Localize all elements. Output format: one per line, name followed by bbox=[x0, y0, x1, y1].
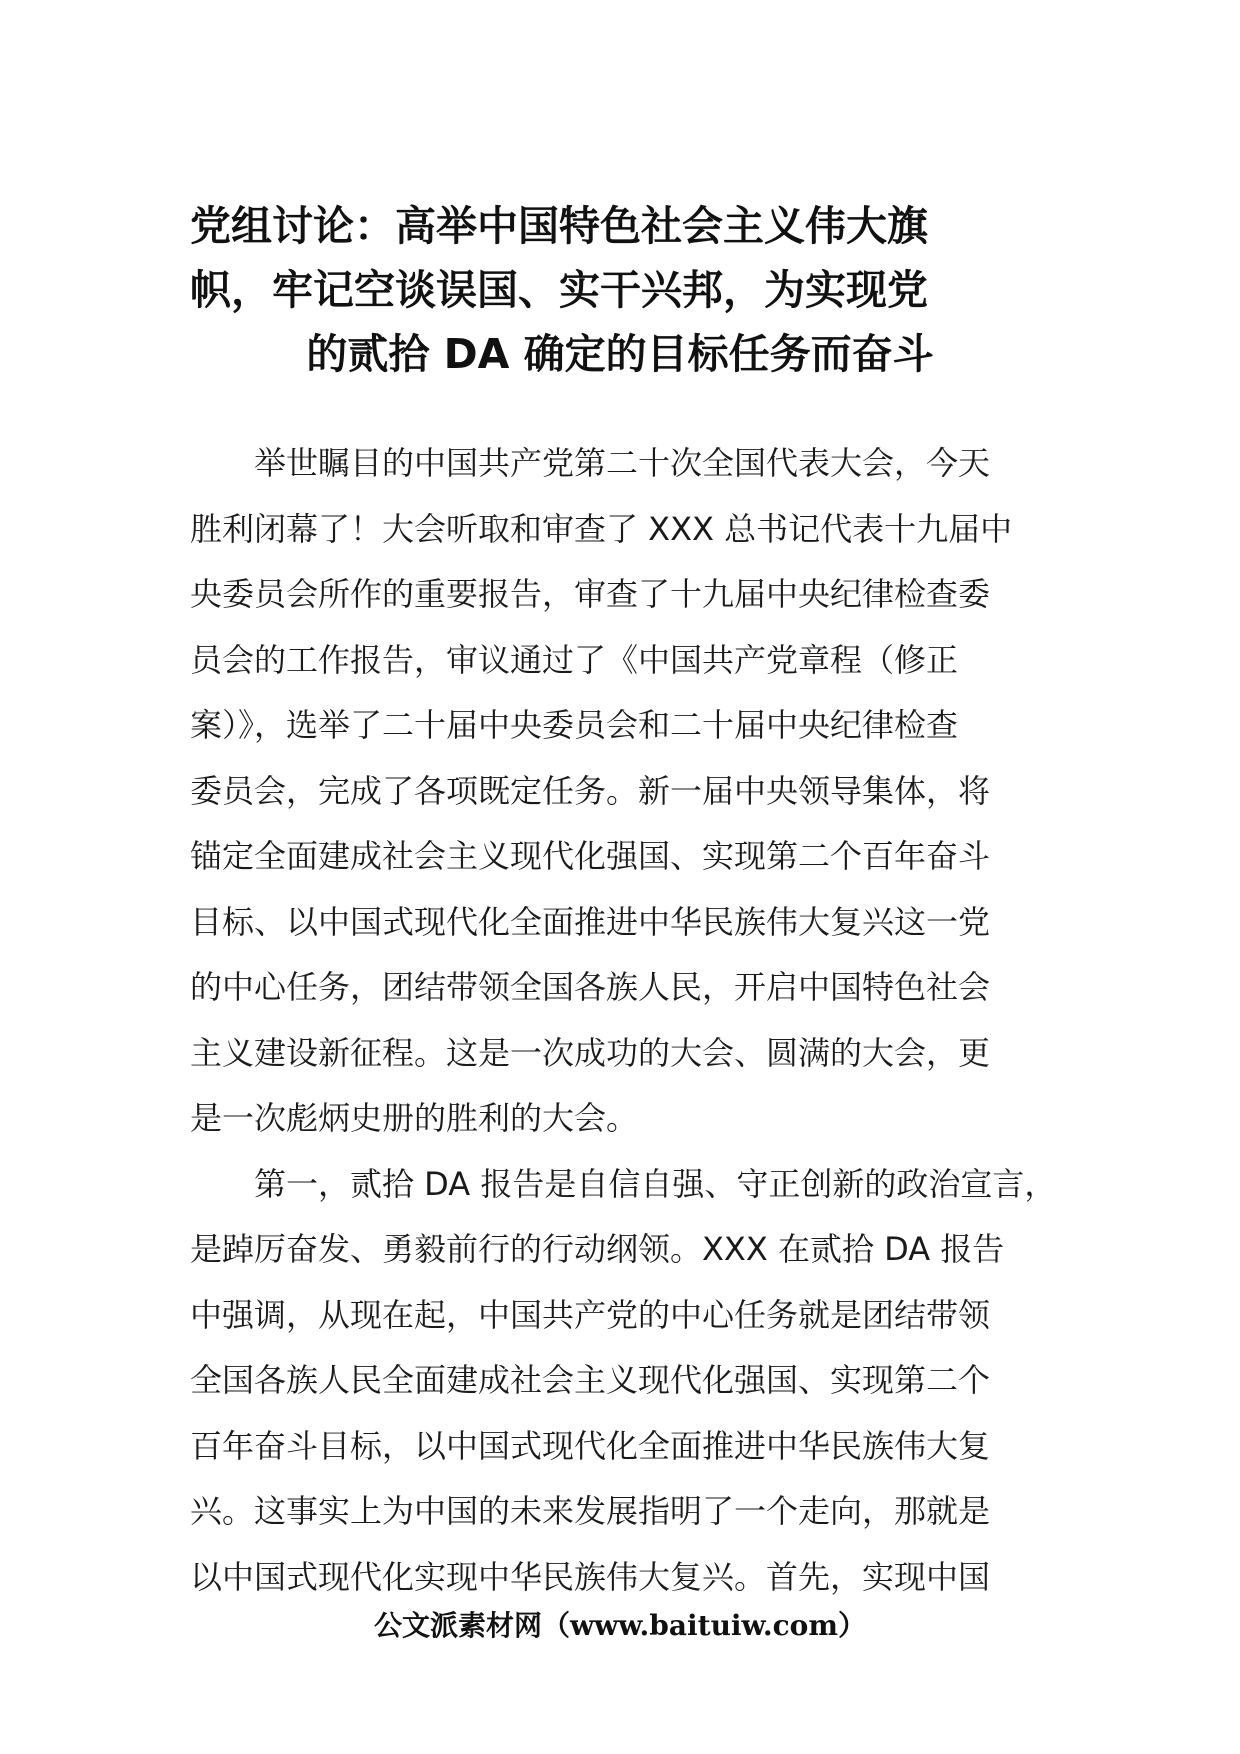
body-line: 全国各族人民全面建成社会主义现代化强国、实现第二个 bbox=[190, 1361, 991, 1399]
body-line: 锚定全面建成社会主义现代化强国、实现第二个百年奋斗 bbox=[190, 837, 991, 875]
title-line: 党组讨论：高举中国特色社会主义伟大旗 bbox=[190, 202, 928, 250]
body-line: 兴。这事实上为中国的未来发展指明了一个走向，那就是 bbox=[190, 1492, 991, 1530]
document-title bbox=[190, 194, 1050, 386]
body-line: 主义建设新征程。这是一次成功的大会、圆满的大会，更 bbox=[190, 1033, 991, 1072]
body-line: 的中心任务，团结带领全国各族人民，开启中国特色社会 bbox=[190, 968, 991, 1006]
body-line: 以中国式现代化实现中华民族伟大复兴。首先，实现中国 bbox=[190, 1557, 991, 1596]
body-line: 是踔厉奋发、勇毅前行的行动纲领。XXX 在贰拾 DA 报告 bbox=[190, 1230, 1005, 1268]
title-line: 帜，牢记空谈误国、实干兴邦，为实现党 bbox=[190, 266, 928, 314]
document-body bbox=[190, 431, 1060, 1610]
body-line: 百年奋斗目标，以中国式现代化全面推进中华民族伟大复 bbox=[190, 1426, 991, 1465]
body-line: 案）》，选举了二十届中央委员会和二十届中央纪律检查 bbox=[190, 706, 959, 744]
body-line: 是一次彪炳史册的胜利的大会。 bbox=[190, 1099, 639, 1137]
footer-source: 公文派素材网（www.baituiw.com） bbox=[374, 1609, 866, 1642]
body-line: 央委员会所作的重要报告，审查了十九届中央纪律检查委 bbox=[190, 575, 991, 613]
body-line: 员会的工作报告，审议通过了《中国共产党章程（修正 bbox=[190, 640, 959, 679]
body-line: 目标、以中国式现代化全面推进中华民族伟大复兴这一党 bbox=[190, 902, 991, 941]
body-line: 委员会，完成了各项既定任务。新一届中央领导集体，将 bbox=[190, 771, 991, 810]
body-line: 胜利闭幕了！大会听取和审查了 XXX 总书记代表十九届中 bbox=[190, 509, 1013, 548]
body-line: 举世瞩目的中国共产党第二十次全国代表大会，今天 bbox=[190, 444, 991, 482]
title-line: 的贰拾 DA 确定的目标任务而奋斗 bbox=[306, 330, 934, 378]
body-line: 第一，贰拾 DA 报告是自信自强、守正创新的政治宣言， bbox=[190, 1164, 1057, 1203]
body-line: 中强调，从现在起，中国共产党的中心任务就是团结带领 bbox=[190, 1295, 991, 1334]
